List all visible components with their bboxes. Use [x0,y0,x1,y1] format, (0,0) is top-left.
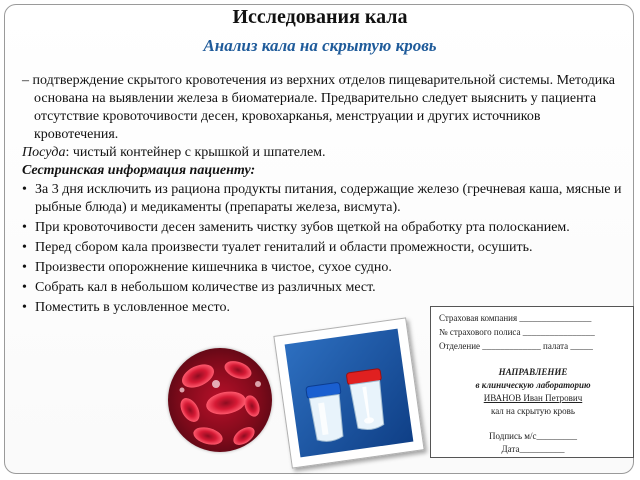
specimen-container-icon [274,318,423,467]
department-line: Отделение _____________ палата _____ [439,341,593,351]
patient-name: ИВАНОВ Иван Петрович [483,393,583,403]
posuda-label: Посуда [22,145,66,160]
bullet-icon: • [22,220,27,235]
blood-cells-image [168,348,272,452]
bullet-icon: • [22,240,27,255]
policy-number-line: № страхового полиса ________________ [439,327,595,337]
list-item: • При кровоточивости десен заменить чистку зубов щеткой на обработку рта полосканием. [22,220,570,235]
date-line: Дата__________ [501,444,565,454]
list-item: • Собрать кал в небольшом количестве из различных мест. [22,280,376,295]
slide-title: Исследования кала [232,6,408,28]
list-item: • За 3 дня исключить из рациона продукты питания, содержащие железо (гречневая каша, мясные и рыбные блюда) и медикаменты (препараты железа, висмута). [22,182,622,215]
form-heading: НАПРАВЛЕНИЕ [498,367,568,377]
test-name: кал на скрытую кровь [490,406,576,416]
containers-photo [273,317,424,468]
bullet-icon: • [22,280,27,295]
insurance-company-line: Страховая компания ________________ [439,313,592,323]
intro-paragraph: – подтверждение скрытого кровотечения из верхних отделов пищеварительной системы. Методика основана на выявлении железа в биоматериале. Предварительно следует выяснить у пациента отсутствие кровоточивости десен, кровохарканья, менструации и других источников кровотечения. [22,73,615,142]
lab-line: в клиническую лабораторию [475,380,591,390]
bullet-icon: • [22,260,27,275]
slide-subtitle: Анализ кала на скрытую кровь [203,36,437,55]
bullet-icon: • [22,300,27,315]
list-item: • Произвести опорожнение кишечника в чистое, сухое судно. [22,260,392,275]
list-item: • Поместить в условленное место. [22,300,230,315]
nurse-info-heading: Сестринская информация пациенту: [22,163,256,178]
bullet-icon: • [22,182,27,197]
slide-content [22,72,622,319]
referral-form [430,306,634,458]
signature-line: Подпись м/с_________ [489,431,577,441]
list-item: • Перед сбором кала произвести туалет гениталий и области промежности, осушить. [22,240,533,255]
instructions-list [22,181,622,317]
blood-cells-icon [168,348,272,452]
posuda-text: : чистый контейнер с крышкой и шпателем. [65,145,326,160]
posuda-paragraph [22,144,622,162]
